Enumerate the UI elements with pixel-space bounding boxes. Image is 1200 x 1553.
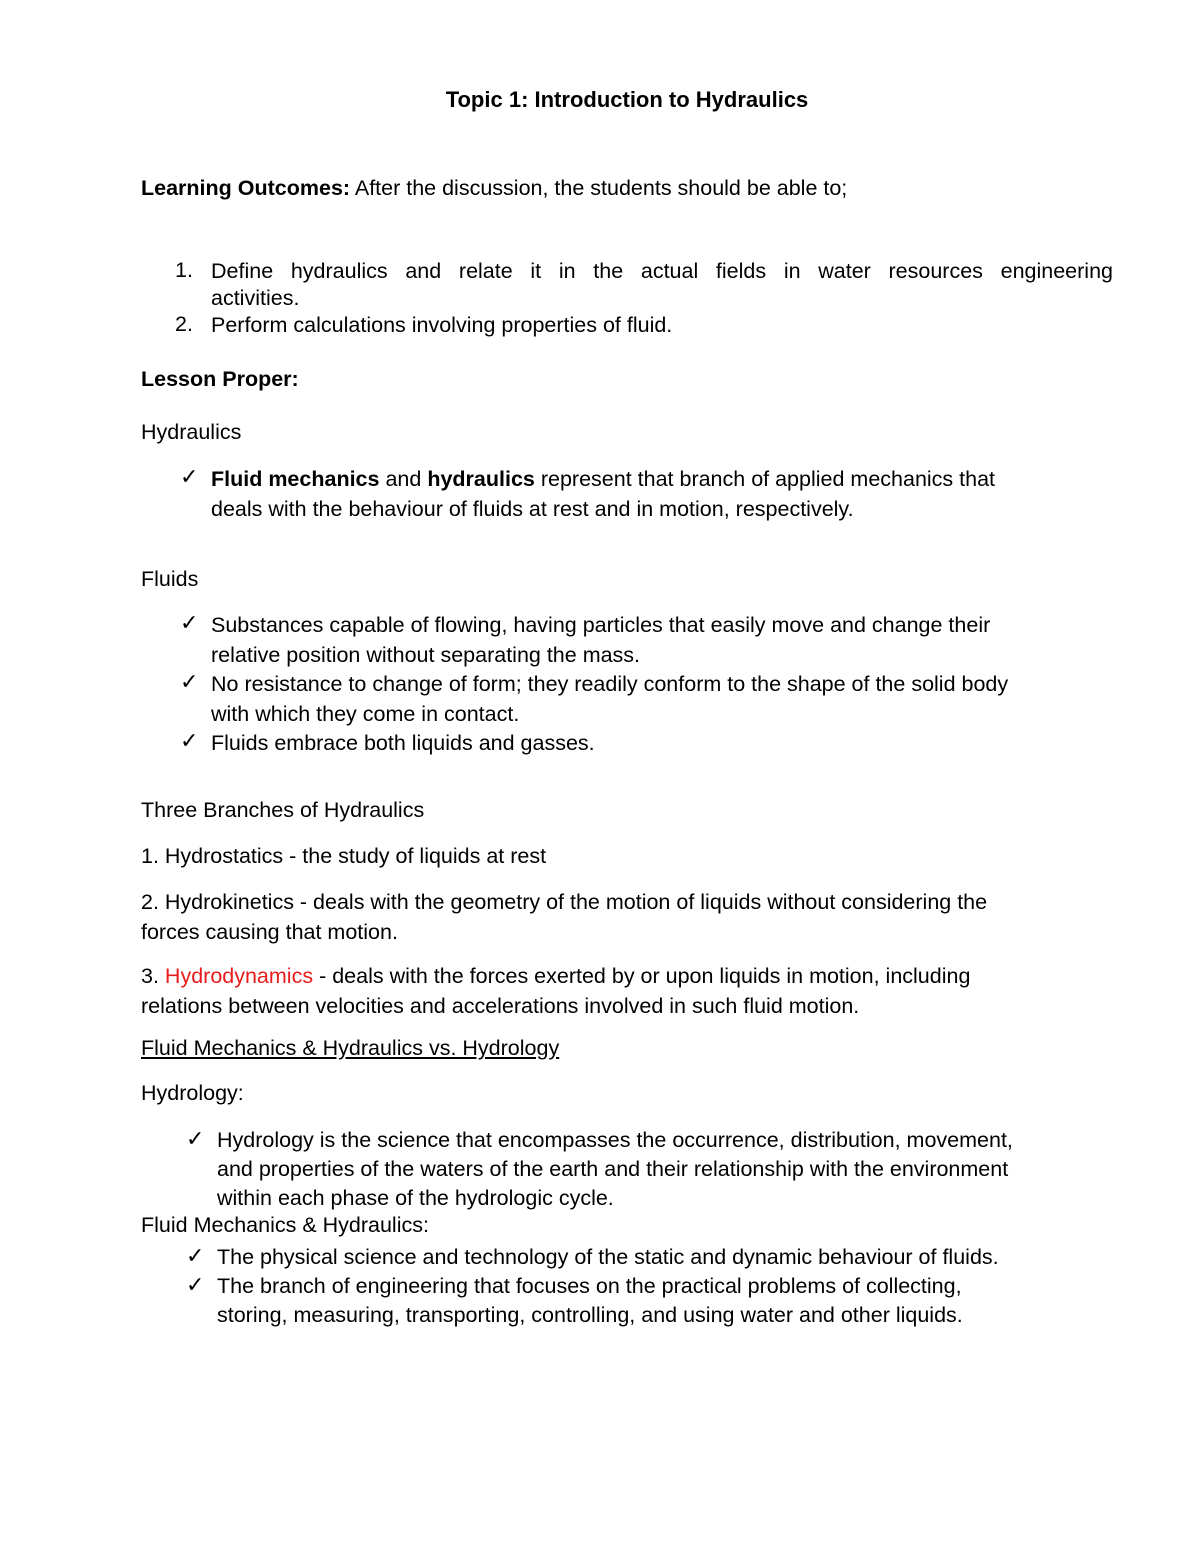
- outcome-line: activities.: [211, 286, 300, 310]
- hydrology-label: Hydrology:: [141, 1081, 244, 1105]
- check-icon: ✓: [180, 669, 199, 694]
- branch-item: 1. Hydrostatics - the study of liquids at rest: [141, 844, 547, 868]
- fluids-bullet: No resistance to change of form; they readily conform to the shape of the solid body with which they come in contact.: [211, 672, 1009, 726]
- check-icon: ✓: [180, 610, 199, 635]
- outcome-item: Perform calculations involving properties of fluid.: [211, 313, 673, 337]
- branch-item: 3. Hydrodynamics - deals with the forces exerted by or upon liquids in motion, including relations between velocities and accelerations involved in such fluid motion.: [141, 964, 971, 1018]
- hydraulics-heading: Hydraulics: [141, 420, 242, 444]
- fluids-heading: Fluids: [141, 567, 199, 591]
- outcome-line: Define hydraulics and relate it in the actual fields in water resources engineering: [211, 259, 1113, 283]
- check-icon: ✓: [186, 1272, 205, 1297]
- check-icon: ✓: [180, 728, 199, 753]
- learning-outcomes-intro: After the discussion, the students should be able to;: [354, 176, 848, 200]
- comparison-heading: Fluid Mechanics & Hydraulics vs. Hydrology: [141, 1036, 560, 1060]
- check-icon: ✓: [186, 1126, 205, 1151]
- outcome-number: 1.: [175, 258, 193, 282]
- term-hydraulics: hydraulics: [427, 467, 535, 491]
- check-icon: ✓: [186, 1243, 205, 1268]
- fluids-bullet: Fluids embrace both liquids and gasses.: [211, 731, 595, 755]
- hydrology-bullet: Hydrology is the science that encompasses the occurrence, distribution, movement, and properties of the waters of the earth and their relationship with the environment within each phase of the hydrologic cycle.: [217, 1128, 1013, 1210]
- term-fluid-mechanics: Fluid mechanics: [211, 467, 380, 491]
- fmh-bullet: The branch of engineering that focuses on the practical problems of collecting, storing, measuring, transporting, controlling, and using water and other liquids.: [217, 1274, 963, 1327]
- fmh-bullet: The physical science and technology of the static and dynamic behaviour of fluids.: [217, 1245, 999, 1269]
- hydraulics-bullet: [211, 464, 1111, 524]
- bullet-line: Fluid mechanics and hydraulics represent that branch of applied mechanics that: [211, 467, 996, 491]
- bullet-line: deals with the behaviour of fluids at rest and in motion, respectively.: [211, 497, 854, 521]
- check-icon: ✓: [180, 464, 199, 489]
- outcome-item: [211, 258, 1113, 312]
- learning-outcomes-line: [141, 176, 847, 201]
- branches-heading: Three Branches of Hydraulics: [141, 798, 425, 822]
- branch-item: 2. Hydrokinetics - deals with the geometry of the motion of liquids without considering the forces causing that motion.: [141, 890, 988, 944]
- term-hydrodynamics: Hydrodynamics: [164, 964, 314, 988]
- fluids-bullet: Substances capable of flowing, having particles that easily move and change their relative position without separating the mass.: [211, 613, 991, 667]
- learning-outcomes-label: Learning Outcomes:: [141, 176, 351, 200]
- outcome-number: 2.: [175, 312, 193, 336]
- fmh-label: Fluid Mechanics & Hydraulics:: [141, 1213, 429, 1237]
- lesson-proper-heading: Lesson Proper:: [141, 367, 299, 391]
- page-title: Topic 1: Introduction to Hydraulics: [445, 87, 809, 112]
